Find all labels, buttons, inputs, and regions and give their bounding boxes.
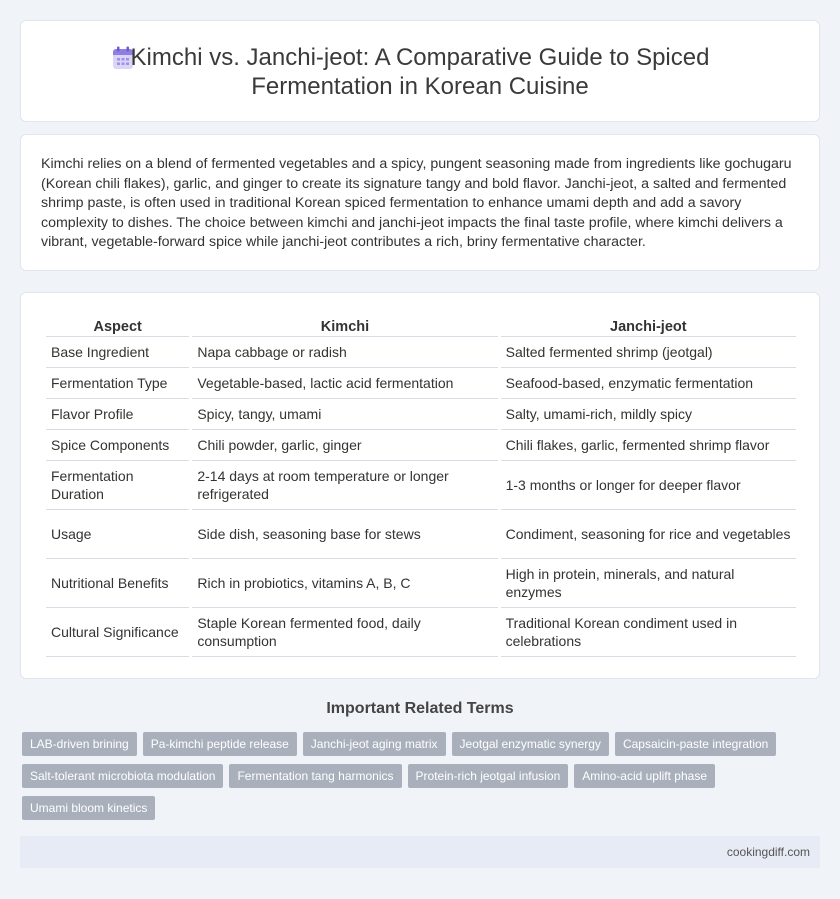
related-term-tag[interactable]: Janchi-jeot aging matrix: [303, 732, 446, 756]
intro-card: [20, 134, 820, 271]
janchi-jeot-cell: High in protein, minerals, and natural enzymes: [501, 559, 796, 608]
table-row: [46, 461, 796, 510]
table-row: [46, 608, 796, 657]
aspect-cell: Spice Components: [46, 430, 189, 461]
table-row: [46, 510, 796, 559]
title-card: [20, 20, 820, 122]
page-title: Kimchi vs. Janchi-jeot: A Comparative Guide to Spiced Fermentation in Korean Cuisine: [130, 44, 710, 100]
related-term-tag[interactable]: Umami bloom kinetics: [22, 796, 155, 820]
kimchi-cell: Rich in probiotics, vitamins A, B, C: [192, 559, 497, 608]
table-row: [46, 368, 796, 399]
kimchi-cell: Side dish, seasoning base for stews: [192, 510, 497, 559]
header-kimchi: Kimchi: [192, 315, 497, 337]
related-term-tag[interactable]: LAB-driven brining: [22, 732, 137, 756]
janchi-jeot-cell: Salted fermented shrimp (jeotgal): [501, 337, 796, 368]
janchi-jeot-cell: Traditional Korean condiment used in celebrations: [501, 608, 796, 657]
aspect-cell: Base Ingredient: [46, 337, 189, 368]
kimchi-cell: Chili powder, garlic, ginger: [192, 430, 497, 461]
related-terms-list: [22, 732, 812, 820]
kimchi-cell: 2-14 days at room temperature or longer refrigerated: [192, 461, 497, 510]
header-aspect: Aspect: [46, 315, 189, 337]
related-term-tag[interactable]: Protein-rich jeotgal infusion: [408, 764, 569, 788]
related-term-tag[interactable]: Jeotgal enzymatic synergy: [452, 732, 609, 756]
related-terms-heading: Important Related Terms: [326, 700, 514, 717]
table-row: [46, 430, 796, 461]
related-term-tag[interactable]: Salt-tolerant microbiota modulation: [22, 764, 223, 788]
footer-site-link[interactable]: cookingdiff.com: [726, 845, 810, 859]
janchi-jeot-cell: 1-3 months or longer for deeper flavor: [501, 461, 796, 510]
table-row: [46, 399, 796, 430]
janchi-jeot-cell: Condiment, seasoning for rice and vegetables: [501, 510, 796, 559]
comparison-table: [43, 315, 799, 657]
table-row: [46, 337, 796, 368]
comparison-card: [20, 292, 820, 679]
table-row: [46, 559, 796, 608]
related-term-tag[interactable]: Fermentation tang harmonics: [229, 764, 401, 788]
related-term-tag[interactable]: Capsaicin-paste integration: [615, 732, 776, 756]
intro-paragraph: Kimchi relies on a blend of fermented vegetables and a spicy, pungent seasoning made from ingredients like gochugaru (Korean chili flakes), garlic, and ginger to create its signature tangy and bold flavor. Janchi-jeot, a salted and fermented shrimp paste, is often used in traditional Korean spiced fermentation to enhance umami depth and add a savory complexity to dishes. The choice between kimchi and janchi-jeot impacts the final taste profile, where kimchi delivers a vibrant, vegetable-forward spice while janchi-jeot contributes a rich, briny fermentative character.: [41, 156, 792, 251]
table-header-row: [46, 315, 796, 337]
aspect-cell: Fermentation Duration: [46, 461, 189, 510]
janchi-jeot-cell: Chili flakes, garlic, fermented shrimp flavor: [501, 430, 796, 461]
aspect-cell: Fermentation Type: [46, 368, 189, 399]
kimchi-cell: Spicy, tangy, umami: [192, 399, 497, 430]
kimchi-cell: Napa cabbage or radish: [192, 337, 497, 368]
related-term-tag[interactable]: Amino-acid uplift phase: [574, 764, 715, 788]
aspect-cell: Usage: [46, 510, 189, 559]
related-term-tag[interactable]: Pa-kimchi peptide release: [143, 732, 297, 756]
header-janchi-jeot: Janchi-jeot: [501, 315, 796, 337]
aspect-cell: Nutritional Benefits: [46, 559, 189, 608]
janchi-jeot-cell: Salty, umami-rich, mildly spicy: [501, 399, 796, 430]
janchi-jeot-cell: Seafood-based, enzymatic fermentation: [501, 368, 796, 399]
kimchi-cell: Vegetable-based, lactic acid fermentation: [192, 368, 497, 399]
footer-bar: [20, 836, 820, 868]
aspect-cell: Flavor Profile: [46, 399, 189, 430]
aspect-cell: Cultural Significance: [46, 608, 189, 657]
kimchi-cell: Staple Korean fermented food, daily consumption: [192, 608, 497, 657]
